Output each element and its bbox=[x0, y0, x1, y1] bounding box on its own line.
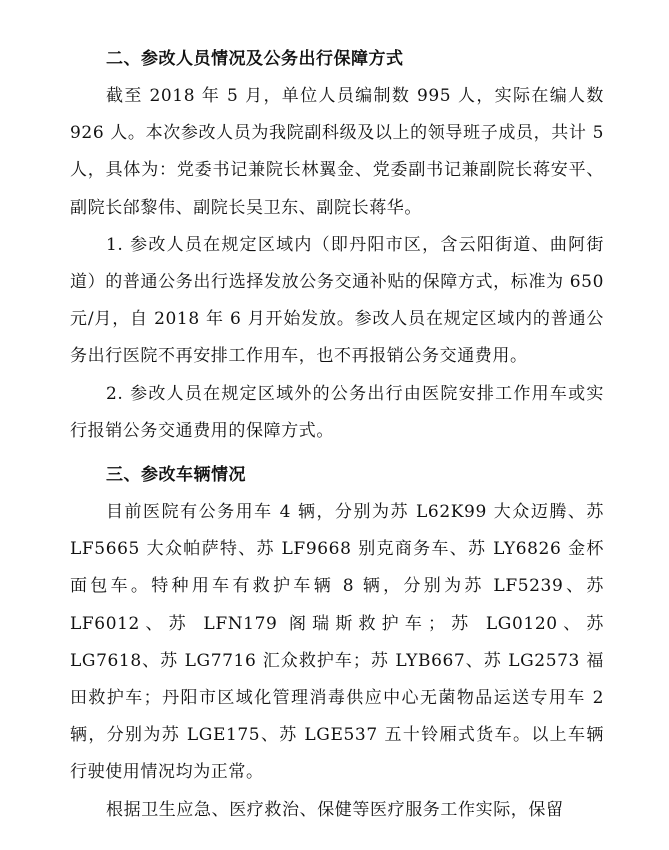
paragraph-vehicle-list: 目前医院有公务用车 4 辆，分别为苏 L62K99 大众迈腾、苏 LF5665 大众帕萨特、苏 LF9668 别克商务车、苏 LY6826 金杯面包车。特种用车有救护车辆 8 辆，分别为苏 LF5239、苏 LF6012、苏 LFN179 阁瑞斯救护车；苏 LG0120、苏 LG7618、苏 LG7716 汇众救护车；苏 LYB667、苏 LG2573 福田救护车；丹阳市区域化管理消毒供应中心无菌物品运送专用车 2 辆，分别为苏 LGE175、苏 LGE537 五十铃厢式货车。以上车辆行驶使用情况均为正常。 bbox=[70, 502, 604, 783]
paragraph-rule-2: 2. 参改人员在规定区域外的公务出行由医院安排工作用车或实行报销公务交通费用的保障方式。 bbox=[70, 383, 604, 441]
paragraph-rule-1: 1. 参改人员在规定区域内（即丹阳市区，含云阳街道、曲阿街道）的普通公务出行选择发放公务交通补贴的保障方式，标准为 650 元/月，自 2018 年 6 月开始发放。参改人员在规定区域内的普通公务出行医院不再安排工作用车，也不再报销公务交通费用。 bbox=[70, 234, 604, 367]
document-page bbox=[70, 40, 604, 829]
section-heading-personnel: 二、参改人员情况及公务出行保障方式 bbox=[106, 49, 404, 69]
paragraph-retained-vehicles: 根据卫生应急、医疗救治、保健等医疗服务工作实际，保留 bbox=[106, 799, 564, 820]
paragraph-staffing: 截至 2018 年 5 月，单位人员编制数 995 人，实际在编人数 926 人。本次参改人员为我院副科级及以上的领导班子成员，共计 5 人，具体为：党委书记兼院长林翼金、党委副书记兼副院长蒋安平、副院长邰黎伟、副院长吴卫东、副院长蒋华。 bbox=[70, 86, 604, 218]
section-heading-vehicles: 三、参改车辆情况 bbox=[106, 465, 246, 486]
